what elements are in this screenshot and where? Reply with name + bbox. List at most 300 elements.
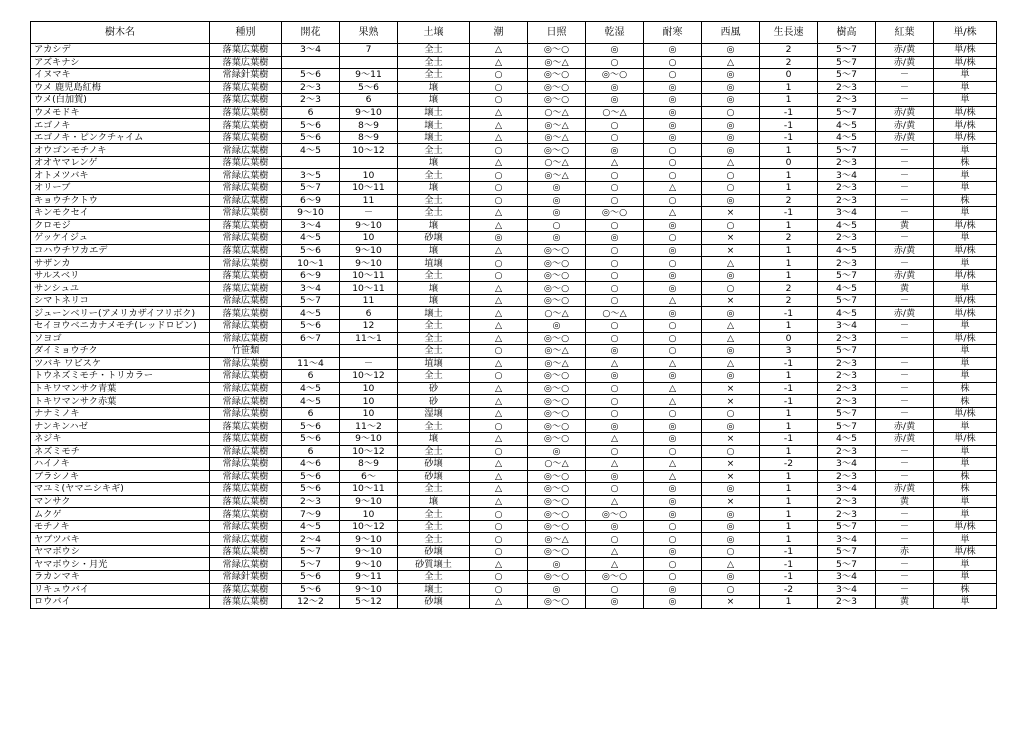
table-cell: 壌土 [398,583,470,596]
table-cell: 全土 [398,345,470,358]
table-cell: 1 [760,470,818,483]
table-cell: 常緑広葉樹 [210,257,282,270]
table-cell: 5～7 [818,420,876,433]
table-cell: ◎～○ [586,69,644,82]
tree-name-cell: エゴノキ [31,119,210,132]
table-cell: 壌 [398,81,470,94]
tree-name-cell: ヤマボウシ・月光 [31,558,210,571]
table-cell: 1 [760,420,818,433]
table-cell: △ [470,294,528,307]
table-cell: 全土 [398,508,470,521]
table-cell: 常緑広葉樹 [210,370,282,383]
table-cell: ◎～○ [528,407,586,420]
tree-name-cell: サルスベリ [31,269,210,282]
table-cell: 単 [934,533,997,546]
table-row [31,508,997,521]
tree-characteristics-table [30,21,997,609]
table-row [31,131,997,144]
table-cell: 壌 [398,182,470,195]
table-cell: 常緑広葉樹 [210,144,282,157]
table-cell: 落葉広葉樹 [210,307,282,320]
table-cell: － [340,207,398,220]
table-cell: 4～5 [282,144,340,157]
table-cell: 1 [760,94,818,107]
table-cell: 8～9 [340,131,398,144]
table-cell: 砂 [398,395,470,408]
tree-name-cell: サザンカ [31,257,210,270]
table-cell: － [876,583,934,596]
table-cell: 単/株 [934,119,997,132]
table-cell: △ [470,432,528,445]
table-cell: △ [470,483,528,496]
table-cell: ◎ [528,445,586,458]
tree-name-cell: リキュウバイ [31,583,210,596]
table-row [31,69,997,82]
table-cell: 全土 [398,483,470,496]
table-row [31,382,997,395]
table-cell: △ [586,458,644,471]
table-cell: 常緑針葉樹 [210,69,282,82]
table-cell: 9～11 [340,570,398,583]
table-cell: 全土 [398,44,470,57]
table-cell: ◎ [586,144,644,157]
table-row [31,558,997,571]
table-cell: 1 [760,445,818,458]
table-cell: － [876,81,934,94]
table-cell: ○ [470,69,528,82]
table-cell: 常緑広葉樹 [210,207,282,220]
table-cell: 常緑広葉樹 [210,320,282,333]
table-cell [340,56,398,69]
table-cell: △ [644,458,702,471]
table-cell: △ [470,320,528,333]
table-row [31,320,997,333]
table-cell: -1 [760,207,818,220]
table-cell: ○ [702,545,760,558]
table-cell: 単 [934,445,997,458]
table-cell: 11 [340,294,398,307]
table-cell: 9～10 [340,257,398,270]
table-row [31,370,997,383]
table-cell: 単 [934,94,997,107]
table-cell: ○ [470,269,528,282]
table-cell: ◎ [644,432,702,445]
table-cell: ○ [586,395,644,408]
table-cell: -1 [760,558,818,571]
tree-name-cell: ヤマボウシ [31,545,210,558]
table-cell: 壌 [398,244,470,257]
table-cell: － [876,558,934,571]
table-row [31,545,997,558]
table-cell: 5～7 [818,144,876,157]
table-cell: 落葉広葉樹 [210,596,282,609]
table-cell: △ [644,382,702,395]
table-row [31,194,997,207]
table-cell: 単/株 [934,244,997,257]
table-cell: △ [470,106,528,119]
table-cell: 4～5 [282,520,340,533]
table-cell: 単 [934,558,997,571]
table-cell: 黄 [876,495,934,508]
table-cell: 12～2 [282,596,340,609]
table-cell: 落葉広葉樹 [210,282,282,295]
table-cell: 壌 [398,219,470,232]
table-cell: 壌土 [398,131,470,144]
tree-name-cell: セイヨウベニカナメモチ(レッドロビン) [31,320,210,333]
table-cell: 2～3 [818,445,876,458]
table-cell: 3～4 [818,533,876,546]
table-cell: ○ [470,583,528,596]
table-row [31,94,997,107]
table-cell: 6～9 [282,194,340,207]
table-cell: ◎～○ [528,545,586,558]
table-cell: 単/株 [934,432,997,445]
table-cell: 5～7 [282,558,340,571]
table-cell: 2～3 [818,81,876,94]
table-row [31,257,997,270]
table-cell: ◎～○ [528,370,586,383]
table-cell: 落葉広葉樹 [210,432,282,445]
table-cell: 6 [282,445,340,458]
table-cell: 全土 [398,169,470,182]
table-cell: 2～3 [818,395,876,408]
table-cell: △ [644,207,702,220]
table-cell: 10～11 [340,269,398,282]
table-row [31,583,997,596]
table-cell: ○ [644,345,702,358]
table-cell: 全土 [398,370,470,383]
table-cell: ◎～○ [528,282,586,295]
table-cell: ○～△ [528,106,586,119]
table-cell: △ [644,294,702,307]
table-cell: ◎～○ [528,244,586,257]
table-cell: ◎ [586,520,644,533]
table-row [31,357,997,370]
table-cell: ○ [644,558,702,571]
table-cell: 5～6 [282,320,340,333]
table-cell: 6 [340,307,398,320]
table-cell: 4～5 [282,232,340,245]
table-row [31,470,997,483]
table-cell: 1 [760,219,818,232]
table-cell: 9～10 [340,583,398,596]
table-cell: ○ [644,445,702,458]
table-cell: 10 [340,382,398,395]
table-cell: ◎～○ [528,395,586,408]
table-cell: -1 [760,106,818,119]
table-cell: ○ [644,520,702,533]
table-cell: 5～6 [282,420,340,433]
tree-name-cell: イヌマキ [31,69,210,82]
table-cell: 単 [934,257,997,270]
table-cell: 9～10 [282,207,340,220]
tree-name-cell: オトメツバキ [31,169,210,182]
table-cell: ◎ [644,483,702,496]
table-cell: △ [586,156,644,169]
table-cell: 壌 [398,495,470,508]
table-cell: 全土 [398,207,470,220]
table-cell: 単 [934,282,997,295]
table-cell: 落葉広葉樹 [210,219,282,232]
table-cell: ◎ [702,570,760,583]
table-cell: ○ [470,370,528,383]
table-cell: 全土 [398,56,470,69]
table-cell: 全土 [398,445,470,458]
tree-name-cell: ジューンベリー(アメリカザイフリボク) [31,307,210,320]
tree-name-cell: オリーブ [31,182,210,195]
table-cell: ○ [470,257,528,270]
table-cell: 単 [934,495,997,508]
tree-name-cell: トキワマンサク青葉 [31,382,210,395]
table-cell: 1 [760,182,818,195]
table-cell: 常緑広葉樹 [210,445,282,458]
table-cell: 6～ [340,470,398,483]
table-cell: 11～2 [340,420,398,433]
table-cell: ◎ [586,345,644,358]
table-cell: ◎～○ [528,420,586,433]
table-cell: ○ [644,257,702,270]
table-cell: 7～9 [282,508,340,521]
header-row [31,22,997,44]
table-cell: ◎～○ [586,508,644,521]
table-cell: 落葉広葉樹 [210,156,282,169]
table-cell: 単 [934,508,997,521]
table-cell: 単 [934,144,997,157]
table-cell: △ [586,432,644,445]
table-cell: 4～5 [282,307,340,320]
table-cell: 壌土 [398,307,470,320]
table-cell: ○ [586,282,644,295]
table-cell: △ [470,119,528,132]
table-cell: ○ [586,56,644,69]
table-cell: 黄 [876,219,934,232]
table-cell: ◎ [528,558,586,571]
table-cell: 1 [760,244,818,257]
tree-name-cell: ヤブツバキ [31,533,210,546]
table-cell: 全土 [398,520,470,533]
table-cell: ○ [586,320,644,333]
table-cell: △ [586,495,644,508]
table-cell: 単 [934,182,997,195]
table-cell: ◎～△ [528,56,586,69]
table-cell: △ [702,332,760,345]
table-cell: 9～10 [340,244,398,257]
column-header: 耐寒 [644,22,702,44]
table-cell: 砂壌 [398,596,470,609]
table-cell: 1 [760,483,818,496]
table-cell: ◎ [644,307,702,320]
tree-name-cell: ダイミョウチク [31,345,210,358]
tree-name-cell: マユミ(ヤマニシキギ) [31,483,210,496]
table-cell: 単 [934,370,997,383]
tree-name-cell: コハウチワカエデ [31,244,210,257]
table-cell: ◎～△ [528,357,586,370]
table-cell: 5～6 [282,131,340,144]
table-cell: 0 [760,156,818,169]
table-cell: 単 [934,232,997,245]
tree-name-cell: ウメモドキ [31,106,210,119]
table-cell: 10 [340,395,398,408]
table-cell: 6～9 [282,269,340,282]
table-cell: 全土 [398,194,470,207]
table-cell: 4～5 [818,219,876,232]
table-cell: ○ [470,144,528,157]
table-cell: － [876,395,934,408]
table-cell: 10～1 [282,257,340,270]
table-cell: 11～4 [282,357,340,370]
table-cell: 単 [934,169,997,182]
table-cell: 単/株 [934,131,997,144]
table-cell: 12 [340,320,398,333]
table-cell: 壌土 [398,119,470,132]
table-cell: ○ [644,169,702,182]
table-cell: ○ [702,169,760,182]
table-row [31,445,997,458]
table-cell: 落葉広葉樹 [210,44,282,57]
table-cell: ○ [586,583,644,596]
table-cell: 落葉広葉樹 [210,244,282,257]
table-cell: 単 [934,81,997,94]
table-cell: － [876,445,934,458]
table-cell: 9～10 [340,219,398,232]
tree-name-cell: オオヤマレンゲ [31,156,210,169]
table-cell: ◎ [702,81,760,94]
table-cell: ○ [586,445,644,458]
table-cell: 常緑広葉樹 [210,533,282,546]
table-cell: 単 [934,420,997,433]
table-cell: － [340,357,398,370]
table-cell: 単/株 [934,269,997,282]
table-cell: ○ [644,156,702,169]
table-cell: △ [644,357,702,370]
table-cell: 11 [340,194,398,207]
table-cell: ◎ [528,232,586,245]
table-cell: 3～4 [818,483,876,496]
table-cell: 竹笹類 [210,345,282,358]
tree-name-cell: ツバキ ワビスケ [31,357,210,370]
column-header: 潮 [470,22,528,44]
table-row [31,219,997,232]
table-cell: × [702,207,760,220]
table-cell: 4～5 [818,119,876,132]
table-cell: 赤/黄 [876,483,934,496]
table-cell: 赤/黄 [876,244,934,257]
table-cell: △ [470,395,528,408]
table-cell: 2 [760,232,818,245]
table-cell: ◎ [702,508,760,521]
table-cell: ◎ [644,282,702,295]
table-cell: ◎～△ [528,345,586,358]
table-cell: × [702,232,760,245]
table-cell: 単 [934,570,997,583]
table-cell: 6～7 [282,332,340,345]
table-cell: 5～6 [282,483,340,496]
table-row [31,269,997,282]
table-row [31,596,997,609]
table-cell: － [876,257,934,270]
table-cell: ○ [470,81,528,94]
tree-name-cell: ソヨゴ [31,332,210,345]
table-cell: ◎ [702,520,760,533]
table-cell: 4～5 [818,244,876,257]
table-cell: ○～△ [528,156,586,169]
table-cell: ◎ [586,94,644,107]
table-cell: － [876,232,934,245]
table-cell: △ [470,332,528,345]
table-cell: 2～3 [818,232,876,245]
table-cell: ○ [586,332,644,345]
table-cell: × [702,382,760,395]
table-cell: ◎ [528,207,586,220]
table-cell: ◎ [586,232,644,245]
table-cell: － [876,458,934,471]
table-cell: 砂質壌土 [398,558,470,571]
column-header: 日照 [528,22,586,44]
table-cell: 全土 [398,269,470,282]
table-cell: 単 [934,458,997,471]
table-cell: 6 [282,106,340,119]
table-cell: ○ [702,106,760,119]
table-cell: △ [702,558,760,571]
table-cell: 単/株 [934,545,997,558]
table-cell: △ [470,470,528,483]
table-cell: ◎ [644,269,702,282]
table-cell: ◎ [702,269,760,282]
table-cell: ◎ [644,219,702,232]
table-cell: 9～10 [340,495,398,508]
table-cell: ◎～○ [528,570,586,583]
table-cell: ◎～○ [528,495,586,508]
table-cell: △ [470,357,528,370]
table-cell: ◎ [644,370,702,383]
table-cell: 10 [340,169,398,182]
table-cell: 4～5 [818,131,876,144]
table-cell: 赤/黄 [876,44,934,57]
table-row [31,570,997,583]
table-cell: 10～12 [340,520,398,533]
table-cell: ◎ [644,420,702,433]
table-cell: ◎ [644,583,702,596]
table-cell: 赤/黄 [876,269,934,282]
table-cell: 落葉広葉樹 [210,94,282,107]
table-cell: ○ [586,382,644,395]
table-cell: ○ [644,144,702,157]
table-cell: ◎ [644,244,702,257]
tree-name-cell: クロモジ [31,219,210,232]
column-header: 紅葉 [876,22,934,44]
table-row [31,533,997,546]
table-cell: 2～3 [818,357,876,370]
table-cell [282,345,340,358]
table-cell: 1 [760,257,818,270]
table-cell [340,156,398,169]
table-cell: 株 [934,382,997,395]
table-cell: ◎～○ [528,596,586,609]
table-cell: 5～7 [818,56,876,69]
table-cell: 5～6 [340,81,398,94]
table-cell: 単/株 [934,407,997,420]
table-cell: 常緑広葉樹 [210,558,282,571]
tree-spec-sheet [30,21,994,609]
table-cell: 1 [760,269,818,282]
table-cell: 3～4 [818,458,876,471]
table-cell: 壌土 [398,106,470,119]
table-cell: 壌 [398,432,470,445]
table-cell: 6 [282,370,340,383]
table-cell: 単 [934,596,997,609]
table-cell: ◎～○ [528,94,586,107]
table-cell: 単 [934,320,997,333]
